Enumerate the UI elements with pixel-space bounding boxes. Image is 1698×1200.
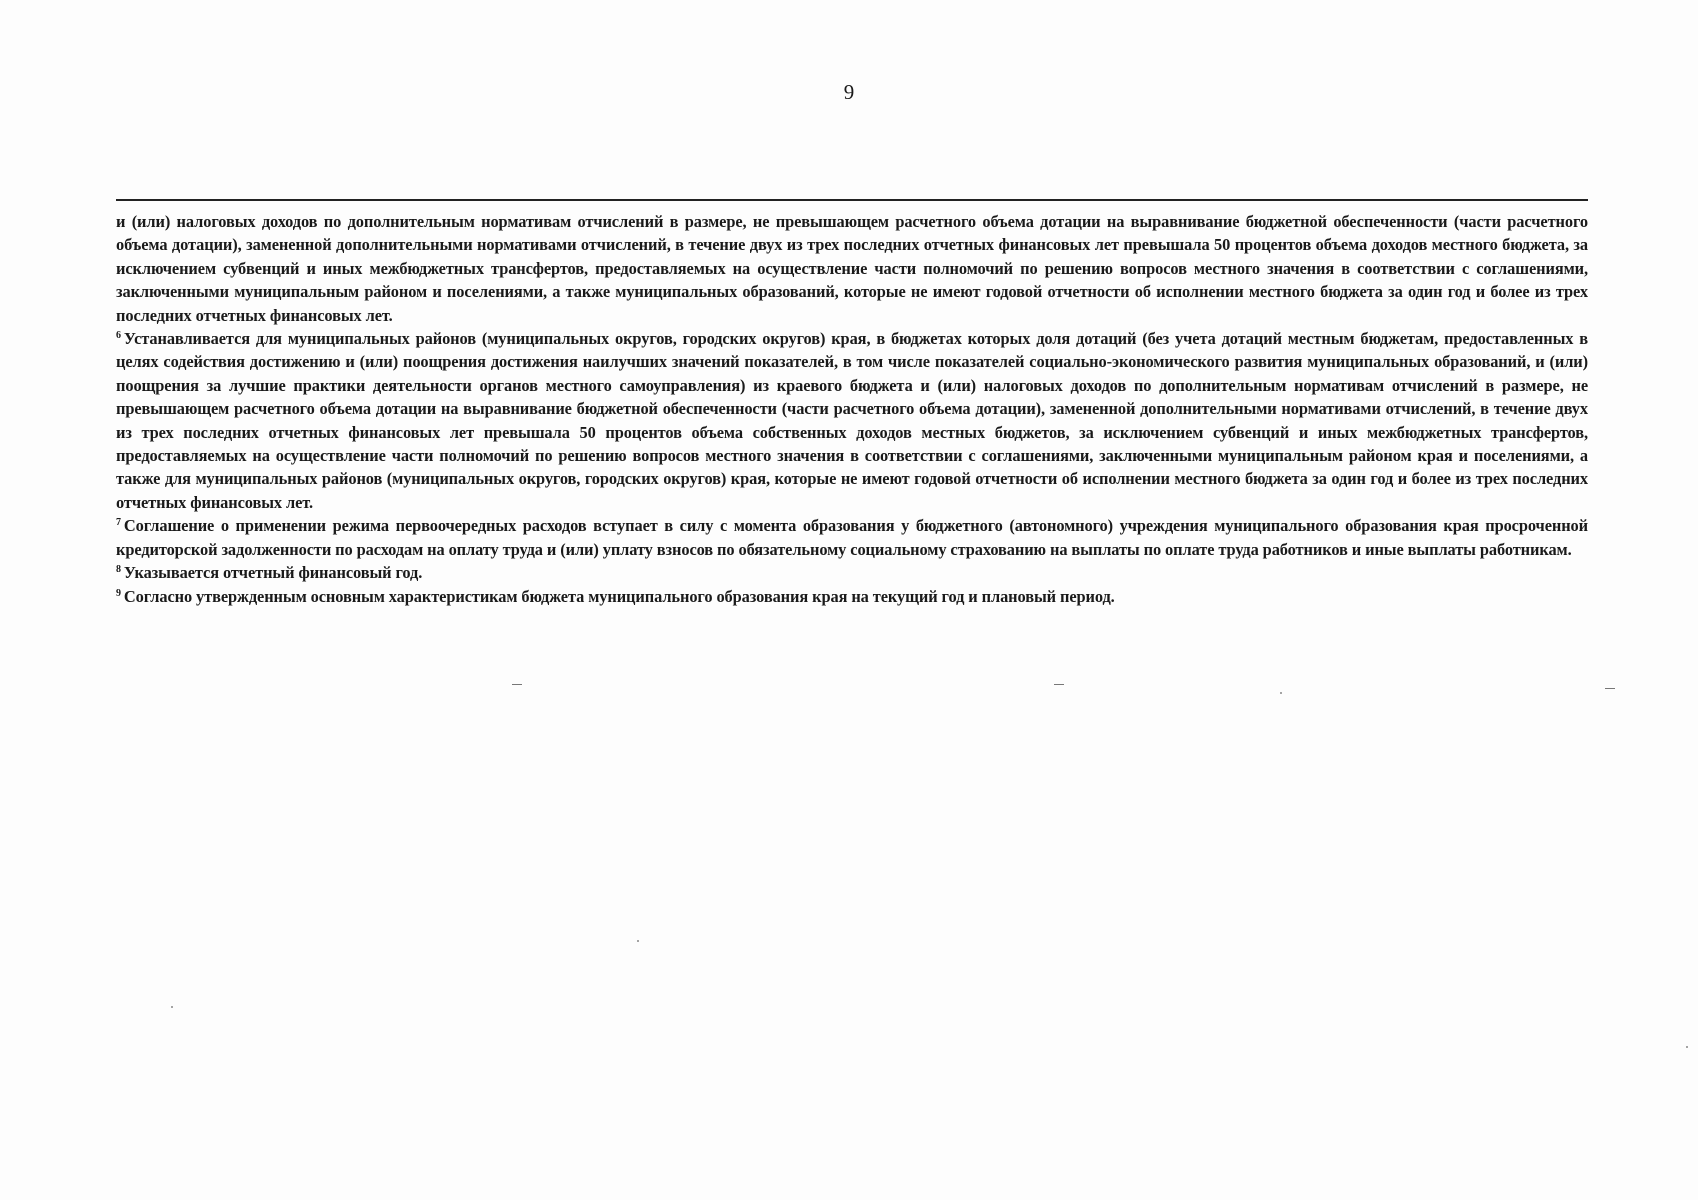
footnote-text: Соглашение о применении режима первоочередных расходов вступает в силу с момента образования у бюджетного (автономного) учреждения муниципального образования края просроченной кредиторской задолженности по расходам на оплату труда и (или) уплату взносов по обязательному социальному страхованию на выплаты по оплате труда работников и иные выплаты работникам. xyxy=(116,516,1588,559)
footnote-marker: 8 xyxy=(116,564,121,576)
scan-artifact xyxy=(171,1006,173,1008)
footnote-marker: 9 xyxy=(116,587,121,599)
footnote-marker: 6 xyxy=(116,330,121,342)
footnote-6 xyxy=(116,327,1588,514)
scan-artifact xyxy=(1280,692,1282,694)
footnote-text: Указывается отчетный финансовый год. xyxy=(123,563,423,583)
footnote-8 xyxy=(116,561,1588,584)
scan-artifact xyxy=(1605,688,1615,689)
footnote-continuation xyxy=(116,210,1588,327)
footnote-text: Согласно утвержденным основным характеристикам бюджета муниципального образования края на текущий год и плановый период. xyxy=(123,586,1115,606)
footnote-text: и (или) налоговых доходов по дополнительным нормативам отчислений в размере, не превышающем расчетного объема дотации на выравнивание бюджетной обеспеченности (части расчетного объема дотации), замененной дополнительными нормативами отчислений, в течение двух из трех последних отчетных финансовых лет превышала 50 процентов объема доходов местного бюджета, за исключением субвенций и иных межбюджетных трансфертов, предоставляемых на осуществление части полномочий по решению вопросов местного значения в соответствии с соглашениями, заключенными муниципальным районом и поселениями, а также муниципальных образований, которые не имеют годовой отчетности об исполнении местного бюджета за один год и более из трех последних отчетных финансовых лет. xyxy=(116,212,1588,325)
scan-artifact xyxy=(1054,684,1064,685)
page-number: 9 xyxy=(843,80,855,104)
footnote-separator xyxy=(116,199,1588,201)
footnote-marker: 7 xyxy=(116,517,121,529)
scan-artifact xyxy=(512,684,522,685)
scan-artifact xyxy=(637,940,639,942)
footnote-text: Устанавливается для муниципальных районов (муниципальных округов, городских округов) края, в бюджетах которых доля дотаций (без учета дотаций местным бюджетам, предоставленных в целях содействия достижению и (или) поощрения достижения наилучших значений показателей, в том числе показателей социально-экономического развития муниципальных образований, и (или) поощрения за лучшие практики деятельности органов местного самоуправления) из краевого бюджета и (или) налоговых доходов по дополнительным нормативам отчислений в размере, не превышающем расчетного объема дотации на выравнивание бюджетной обеспеченности (части расчетного объема дотации), замененной дополнительными нормативами отчислений, в течение двух из трех последних отчетных финансовых лет превышала 50 процентов объема собственных доходов местных бюджетов, за исключением субвенций и иных межбюджетных трансфертов, предоставляемых на осуществление части полномочий по решению вопросов местного значения в соответствии с соглашениями, заключенными муниципальным районом края и поселениями, а также для муниципальных районов (муниципальных округов, городских округов) края, которые не имеют годовой отчетности об исполнении местного бюджета за один год и более из трех последних отчетных финансовых лет. xyxy=(116,329,1588,512)
footnote-9 xyxy=(116,585,1588,608)
footnotes-block xyxy=(116,210,1588,608)
footnote-7 xyxy=(116,514,1588,561)
scan-artifact xyxy=(1686,1046,1688,1048)
